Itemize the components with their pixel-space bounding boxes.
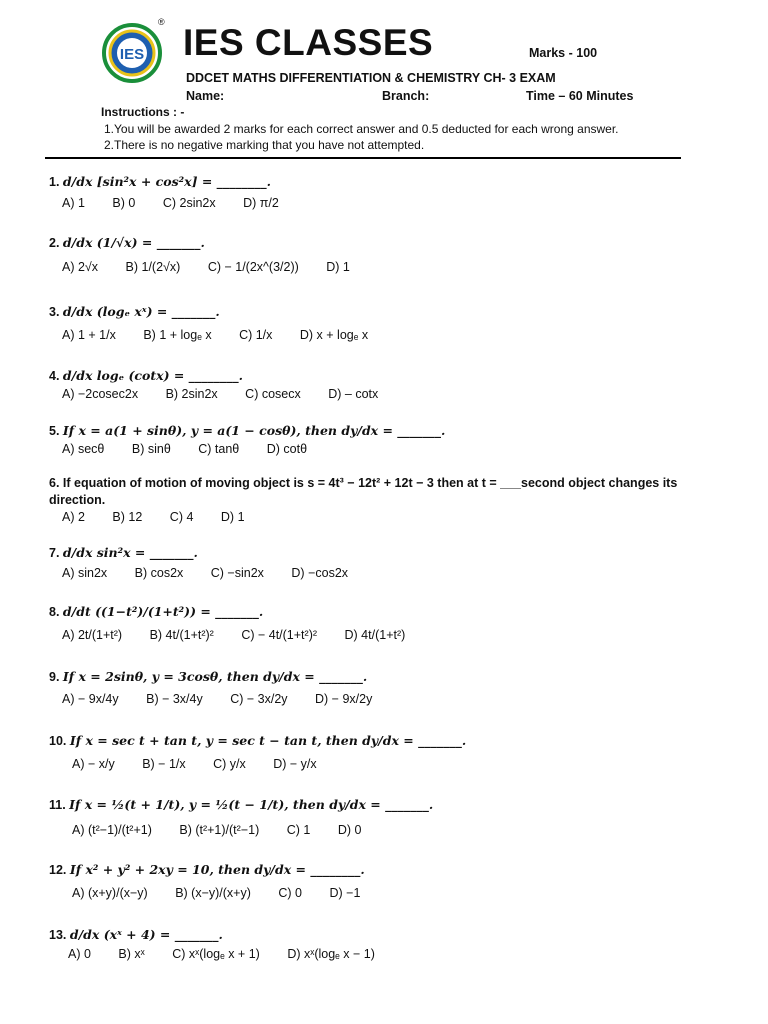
options-2 [62, 260, 374, 274]
question-2 [49, 235, 205, 250]
question-text: d/dx (1/√x) = _______. [62, 235, 205, 250]
option-d: D) 4t/(1+t²) [344, 628, 406, 642]
question-number: 9. [49, 670, 60, 684]
options-6 [62, 510, 269, 524]
question-4 [49, 368, 243, 383]
question-5 [49, 423, 445, 438]
option-c: C) − 4t/(1+t²)² [241, 628, 318, 642]
option-c: C) − 1/(2x^(3/2)) [207, 260, 299, 274]
option-c: C) y/x [213, 757, 246, 771]
option-c: C) tanθ [198, 442, 240, 456]
option-b: B) 0 [112, 196, 136, 210]
option-b: B) 1 + logₑ x [143, 328, 212, 342]
question-text: d/dx (xˣ + 4) = _______. [69, 927, 223, 942]
option-c: C) 1/x [239, 328, 273, 342]
options-7 [62, 566, 372, 580]
question-text: d/dx (logₑ xˣ) = _______. [62, 304, 220, 319]
option-a: A) 2t/(1+t²) [62, 628, 123, 642]
option-b: B) − 3x/4y [146, 692, 203, 706]
option-b: B) (t²+1)/(t²−1) [179, 823, 260, 837]
question-text: d/dx logₑ (cotx) = ________. [62, 368, 244, 383]
question-text: If x² + y² + 2xy = 10, then dy/dx = ________. [69, 862, 365, 877]
question-number: 2. [49, 236, 60, 250]
options-3 [62, 328, 392, 342]
branch-label: Branch: [382, 89, 430, 103]
exam-title: DDCET MATHS DIFFERENTIATION & CHEMISTRY CH- 3 EXAM [186, 71, 556, 85]
option-c: C) 4 [169, 510, 194, 524]
question-number: 7. [49, 546, 60, 560]
option-a: A) 2 [62, 510, 85, 524]
question-number: 8. [49, 605, 60, 619]
option-c: C) cosecx [245, 387, 301, 401]
question-number: 1. [49, 175, 60, 189]
svg-text:IES: IES [119, 46, 145, 63]
question-11 [49, 797, 433, 812]
question-number: 4. [49, 369, 60, 383]
option-c: C) 2sin2x [162, 196, 216, 210]
question-text: d/dx sin²x = _______. [62, 545, 198, 560]
option-c: C) − 3x/2y [230, 692, 288, 706]
option-b: B) 2sin2x [165, 387, 218, 401]
option-d: D) π/2 [243, 196, 279, 210]
question-1 [49, 174, 271, 189]
question-number: 3. [49, 305, 60, 319]
options-5 [62, 442, 331, 456]
option-a: A) secθ [62, 442, 105, 456]
option-d: D) x + logₑ x [299, 328, 369, 342]
options-1 [62, 196, 303, 210]
option-d: D) 1 [326, 260, 350, 274]
option-b: B) 4t/(1+t²)² [149, 628, 214, 642]
option-b: B) (x−y)/(x+y) [175, 886, 251, 900]
option-d: D) – cotx [328, 387, 379, 401]
option-b: B) 1/(2√x) [125, 260, 181, 274]
option-b: B) xˣ [118, 947, 145, 961]
options-12 [72, 886, 384, 900]
option-a: A) 0 [68, 947, 91, 961]
question-7 [49, 545, 198, 560]
option-a: A) − 9x/4y [62, 692, 119, 706]
instruction-item: 1.You will be awarded 2 marks for each correct answer and 0.5 deducted for each wrong answer. [104, 122, 619, 136]
question-number: 13. [49, 928, 67, 942]
options-4 [62, 387, 402, 401]
option-d: D) cotθ [266, 442, 308, 456]
question-number: 12. [49, 863, 67, 877]
option-d: D) − y/x [273, 757, 317, 771]
name-label: Name: [186, 89, 225, 103]
option-a: A) − x/y [72, 757, 115, 771]
option-d: D) − 9x/2y [315, 692, 373, 706]
marks-label: Marks - 100 [529, 46, 598, 60]
option-d: D) 0 [337, 823, 362, 837]
instruction-item: 2.There is no negative marking that you have not attempted. [104, 138, 425, 152]
question-text: d/dx [sin²x + cos²x] = ________. [62, 174, 272, 189]
option-c: C) −sin2x [210, 566, 264, 580]
question-13 [49, 927, 223, 942]
option-a: A) sin2x [62, 566, 108, 580]
question-text: If equation of motion of moving object is s = 4t³ − 12t² + 12t − 3 then at t = ___second object changes its direction. [49, 476, 678, 507]
question-3 [49, 304, 220, 319]
options-9 [62, 692, 396, 706]
question-9 [49, 669, 367, 684]
option-b: B) sinθ [131, 442, 171, 456]
question-number: 10. [49, 734, 67, 748]
option-a: A) −2cosec2x [62, 387, 139, 401]
instructions-title: Instructions : - [101, 105, 185, 119]
option-c: C) 1 [286, 823, 311, 837]
option-c: C) 0 [278, 886, 302, 900]
time-label: Time – 60 Minutes [526, 89, 634, 103]
header-divider [45, 157, 681, 159]
logo [102, 22, 162, 82]
question-text: If x = ½(t + 1/t), y = ½(t − 1/t), then dy/dx = _______. [69, 797, 434, 812]
option-a: A) 1 + 1/x [62, 328, 116, 342]
option-b: B) − 1/x [142, 757, 186, 771]
question-8 [49, 604, 263, 619]
options-13 [68, 947, 399, 961]
school-name: IES CLASSES [183, 22, 434, 63]
question-number: 5. [49, 424, 60, 438]
question-10 [49, 733, 466, 748]
option-b: B) cos2x [134, 566, 184, 580]
option-d: D) 1 [220, 510, 245, 524]
question-text: If x = 2sinθ, y = 3cosθ, then dy/dx = _______. [62, 669, 368, 684]
question-12 [49, 862, 365, 877]
option-d: D) −1 [329, 886, 361, 900]
option-a: A) 2√x [62, 260, 99, 274]
logo-emblem-icon [102, 22, 164, 84]
options-8 [62, 628, 429, 642]
question-number: 11. [49, 798, 66, 812]
option-a: A) (x+y)/(x−y) [72, 886, 148, 900]
question-text: If x = sec t + tan t, y = sec t − tan t, then dy/dx = _______. [69, 733, 467, 748]
options-10 [72, 757, 341, 771]
question-text: d/dt ((1−t²)/(1+t²)) = _______. [62, 604, 264, 619]
option-b: B) 12 [112, 510, 143, 524]
question-text: If x = a(1 + sinθ), y = a(1 − cosθ), then dy/dx = _______. [62, 423, 446, 438]
trademark-symbol: ® [158, 17, 165, 27]
option-a: A) (t²−1)/(t²+1) [72, 823, 152, 837]
option-c: C) xˣ(logₑ x + 1) [172, 947, 260, 961]
question-number: 6. [49, 476, 60, 490]
option-d: D) xˣ(logₑ x − 1) [287, 947, 375, 961]
option-a: A) 1 [62, 196, 85, 210]
option-d: D) −cos2x [291, 566, 349, 580]
options-11 [72, 823, 385, 837]
question-6 [49, 475, 709, 509]
